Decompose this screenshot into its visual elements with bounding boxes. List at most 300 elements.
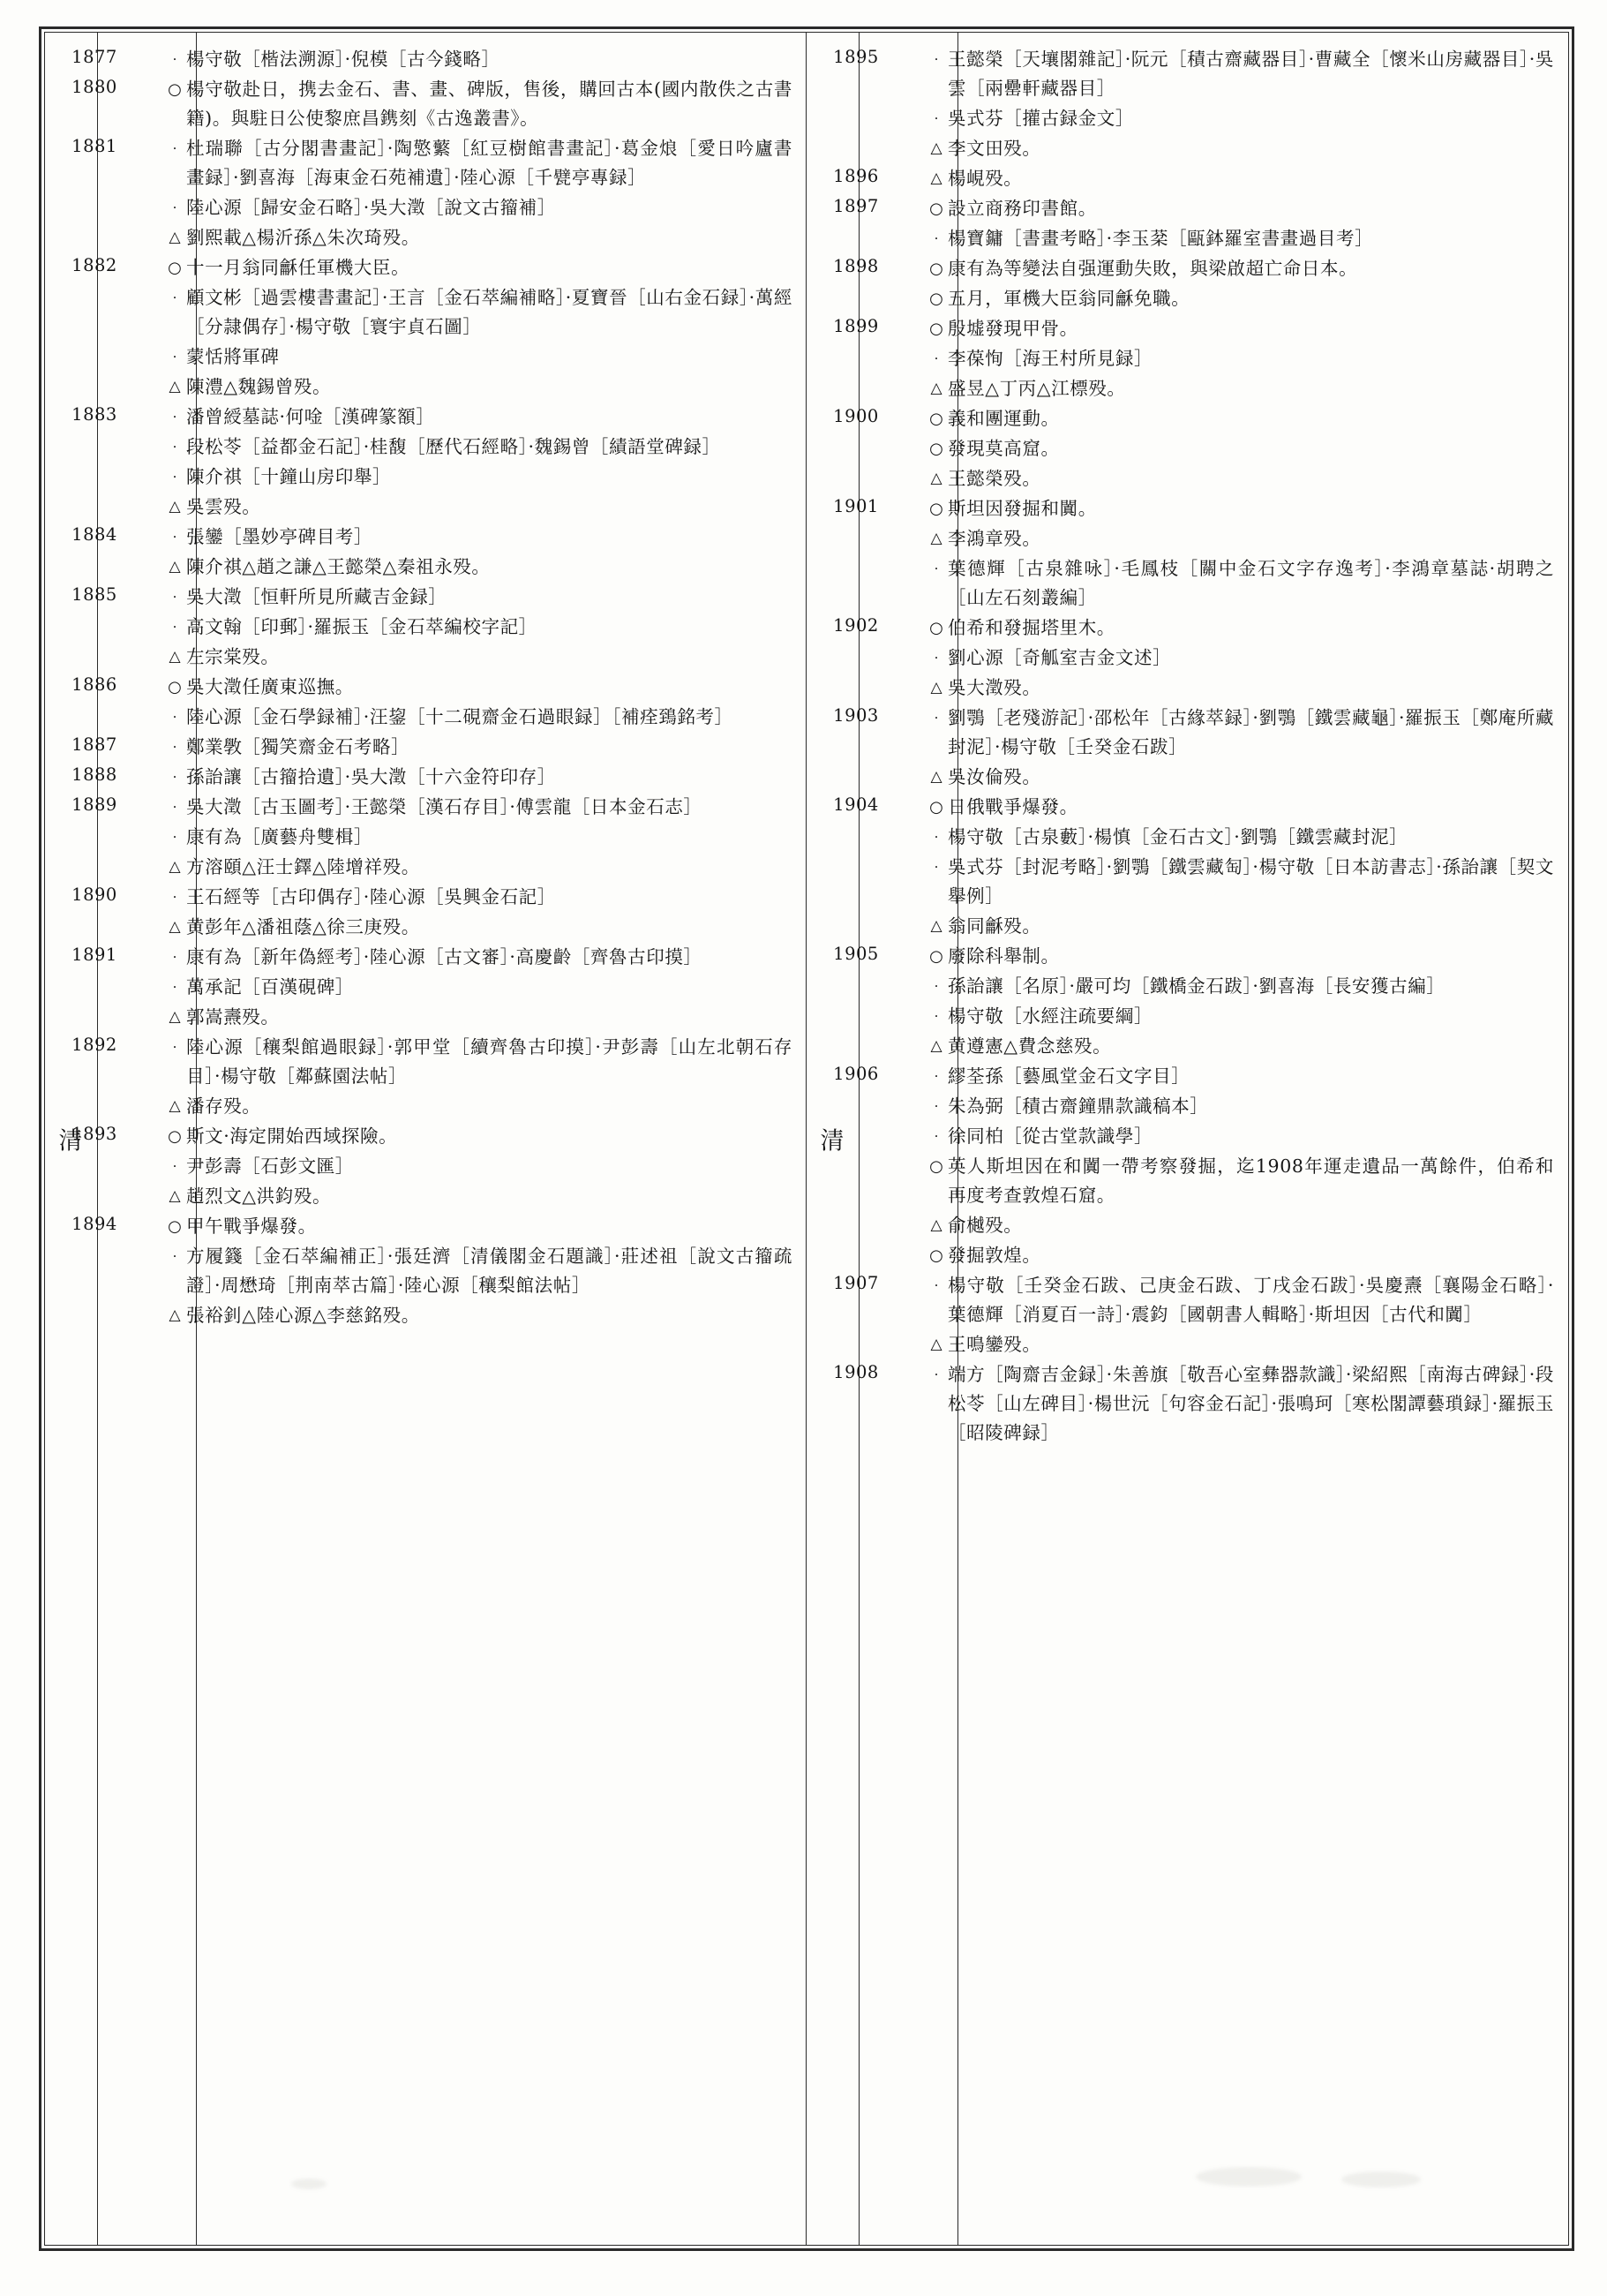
entry-text: 劉鶚［老殘游記］·邵松年［古緣萃録］·劉鶚［鐵雲藏龜］·羅振玉［鄭庵所藏封泥］·楊守敬［壬癸金石跋］ (948, 707, 1554, 757)
table-row (807, 1062, 1568, 1271)
year-cell: 1888 (71, 764, 117, 785)
bullet-dot-icon: · (934, 650, 939, 666)
table-row (807, 793, 1568, 942)
bullet-dot-icon: · (934, 350, 939, 366)
year-cell: 1885 (71, 584, 117, 605)
entries-cell (905, 45, 1568, 164)
table-row (45, 523, 807, 583)
entries-cell (905, 1271, 1568, 1360)
list-item (163, 403, 792, 432)
list-item (163, 733, 792, 762)
list-item (925, 254, 1554, 283)
year-cell: 1900 (833, 406, 879, 426)
entry-text: 萬承記［百漢硯碑］ (186, 976, 354, 997)
list-item (925, 45, 1554, 103)
entries-cell (905, 942, 1568, 1062)
bullet-circle-icon: ○ (929, 1246, 943, 1265)
table-row (807, 704, 1568, 793)
bullet-triangle-icon: △ (930, 530, 942, 547)
bullet-dot-icon: · (934, 561, 939, 576)
entry-text: 潘曾綬墓誌·何唫［漢碑篆額］ (186, 406, 435, 427)
list-item (163, 853, 792, 882)
year-cell: 1883 (71, 404, 117, 425)
entry-text: 伯希和發掘塔里木。 (948, 617, 1115, 638)
table-row (45, 1212, 807, 1331)
list-item (163, 1003, 792, 1032)
bullet-triangle-icon: △ (169, 858, 181, 876)
entry-text: 楊守敬［古泉藪］·楊慎［金石古文］·劉鶚［鐵雲藏封泥］ (948, 826, 1408, 847)
list-item (925, 344, 1554, 373)
list-item (925, 614, 1554, 643)
list-item (163, 703, 792, 732)
entry-text: 郭嵩燾殁。 (186, 1006, 280, 1028)
entry-text: 王懿榮殁。 (948, 468, 1041, 489)
bullet-triangle-icon: △ (930, 1216, 942, 1234)
year-cell: 1886 (71, 674, 117, 695)
list-item (163, 223, 792, 252)
entry-text: 楊寶鏞［書畫考略］·李玉棻［甌鉢羅室書畫過目考］ (948, 228, 1374, 249)
bullet-triangle-icon: △ (169, 1008, 181, 1026)
entries-cell (905, 194, 1568, 254)
table-row (45, 134, 807, 253)
list-item (925, 404, 1554, 433)
year-cell: 1906 (833, 1064, 879, 1084)
bullet-triangle-icon: △ (930, 768, 942, 786)
list-item (925, 1062, 1554, 1091)
entry-text: 繆荃孫［藝風堂金石文字目］ (948, 1065, 1190, 1087)
entry-text: 朱為弼［積古齋鐘鼎款識稿本］ (948, 1095, 1209, 1117)
table-row (807, 1271, 1568, 1360)
table-row (45, 45, 807, 75)
table-row (45, 75, 807, 134)
scan-smudge (1196, 2167, 1302, 2187)
list-item (925, 224, 1554, 253)
table-row (45, 883, 807, 943)
bullet-dot-icon: · (172, 829, 177, 845)
year-cell: 1908 (833, 1362, 879, 1382)
entry-text: 義和團運動。 (948, 408, 1060, 429)
entry-text: 段松苓［益都金石記］·桂馥［歷代石經略］·魏錫曾［績語堂碑録］ (186, 436, 721, 457)
list-item (163, 1122, 792, 1151)
entries-cell (144, 583, 807, 673)
year-cell: 1903 (833, 705, 879, 726)
entry-text: 吳式芬［㩲古録金文］ (948, 108, 1134, 129)
entry-text: 廢除科舉制。 (948, 945, 1060, 967)
bullet-triangle-icon: △ (930, 470, 942, 487)
bullet-dot-icon: · (934, 1098, 939, 1114)
entries-cell (144, 253, 807, 403)
list-item (925, 674, 1554, 703)
list-item (163, 1242, 792, 1300)
entry-text: 黄遵憲△費念慈殁。 (948, 1035, 1112, 1057)
entry-text: 王石經等［古印偶存］·陸心源［吳興金石記］ (186, 886, 556, 907)
list-item (163, 283, 792, 342)
entry-text: 楊守敬［楷法溯源］·倪模［古今錢略］ (186, 49, 500, 70)
table-half-right (807, 33, 1568, 2245)
bullet-dot-icon: · (934, 1128, 939, 1144)
list-item (163, 793, 792, 822)
bullet-triangle-icon: △ (169, 378, 181, 395)
list-item (163, 1092, 792, 1121)
entries-cell (144, 45, 807, 75)
entry-text: 張鑾［墨妙亭碑目考］ (186, 526, 372, 547)
list-item (925, 1211, 1554, 1240)
list-item (925, 374, 1554, 403)
list-item (163, 973, 792, 1002)
entries-cell (144, 673, 807, 733)
rows-left (45, 33, 807, 1331)
chronology-table (45, 33, 1568, 2245)
entry-text: 楊守敬赴日，携去金石、書、畫、碑版，售後，購回古本(國内散佚之古書籍)。與駐日公使黎庶昌鎸刻《古逸叢書》。 (186, 79, 792, 129)
entries-cell (905, 164, 1568, 194)
entries-cell (905, 1062, 1568, 1271)
list-item (925, 1330, 1554, 1359)
entries-cell (144, 523, 807, 583)
bullet-circle-icon: ○ (929, 500, 943, 518)
table-row (807, 164, 1568, 194)
year-cell: 1901 (833, 496, 879, 516)
bullet-dot-icon: · (172, 51, 177, 67)
bullet-dot-icon: · (172, 409, 177, 425)
entry-text: 劉熙載△楊沂孫△朱次琦殁。 (186, 227, 420, 248)
list-item (163, 343, 792, 372)
entry-text: 尹彭壽［石彭文匯］ (186, 1156, 354, 1177)
bullet-dot-icon: · (934, 1008, 939, 1024)
entry-text: 鄭業斆［獨笑齋金石考略］ (186, 736, 410, 757)
entries-cell (905, 793, 1568, 942)
entry-text: 吳式芬［封泥考略］·劉鶚［鐵雲藏匋］·楊守敬［日本訪書志］·孫詒讓［契文舉例］ (948, 856, 1554, 907)
list-item (925, 853, 1554, 911)
bullet-dot-icon: · (172, 439, 177, 455)
list-item (925, 1241, 1554, 1270)
bullet-triangle-icon: △ (169, 558, 181, 576)
year-cell: 1893 (71, 1124, 117, 1144)
list-item (925, 1092, 1554, 1121)
entry-text: 楊守敬［壬癸金石跋、己庚金石跋、丁戌金石跋］·吳慶燾［襄陽金石略］·葉德輝［消夏百一詩］·震鈞［國朝書人輯略］·斯坦因［古代和闐］ (948, 1275, 1554, 1325)
entry-text: 徐同柏［從古堂款識學］ (948, 1125, 1153, 1147)
list-item (925, 1032, 1554, 1061)
year-cell: 1892 (71, 1035, 117, 1055)
bullet-dot-icon: · (172, 469, 177, 485)
bullet-triangle-icon: △ (169, 1306, 181, 1324)
bullet-dot-icon: · (172, 799, 177, 815)
entry-text: 吳大澂任廣東巡撫。 (186, 676, 354, 697)
bullet-triangle-icon: △ (930, 917, 942, 935)
list-item (925, 763, 1554, 792)
list-item (925, 554, 1554, 613)
entry-text: 李文田殁。 (948, 138, 1041, 159)
list-item (925, 314, 1554, 343)
list-item (163, 433, 792, 462)
year-cell: 1907 (833, 1273, 879, 1293)
bullet-dot-icon: · (934, 859, 939, 875)
entry-text: 甲午戰爭爆發。 (186, 1216, 317, 1237)
entry-text: 王鳴鑾殁。 (948, 1334, 1041, 1355)
table-row (45, 1122, 807, 1212)
entries-cell (905, 1360, 1568, 1449)
year-cell: 1890 (71, 885, 117, 905)
list-item (163, 193, 792, 222)
year-cell: 1896 (833, 166, 879, 186)
list-item (163, 763, 792, 792)
entry-text: 斯坦因發掘和闐。 (948, 498, 1097, 519)
list-item (163, 463, 792, 492)
entry-text: 劉心源［奇觚室吉金文述］ (948, 647, 1172, 668)
bullet-dot-icon: · (934, 978, 939, 994)
table-row (45, 253, 807, 403)
list-item (925, 1152, 1554, 1210)
bullet-circle-icon: ○ (929, 440, 943, 458)
table-row (807, 1360, 1568, 1449)
table-row (45, 1033, 807, 1122)
list-item (925, 972, 1554, 1001)
bullet-triangle-icon: △ (930, 1336, 942, 1353)
list-item (925, 942, 1554, 971)
bullet-triangle-icon: △ (169, 498, 181, 516)
entries-cell (144, 1033, 807, 1122)
bullet-dot-icon: · (934, 1366, 939, 1382)
bullet-dot-icon: · (172, 979, 177, 995)
entry-text: 十一月翁同龢任軍機大臣。 (186, 257, 410, 278)
list-item (925, 524, 1554, 553)
list-item (163, 253, 792, 282)
bullet-circle-icon: ○ (929, 410, 943, 428)
list-item (163, 373, 792, 402)
entries-cell (905, 314, 1568, 404)
entry-text: 陸心源［穰梨館過眼録］·郭甲堂［續齊魯古印摸］·尹彭壽［山左北朝石存目］·楊守敬［鄰蘇園法帖］ (186, 1036, 792, 1087)
entry-text: 端方［陶齋吉金録］·朱善旗［敬吾心室彝器款識］·梁紹熙［南海古碑録］·段松苓［山左碑目］·楊世沅［句容金石記］·張鳴珂［寒松閣譚藝瑣録］·羅振玉［昭陵碑録］ (948, 1364, 1554, 1443)
scan-smudge (291, 2179, 327, 2189)
table-row (807, 494, 1568, 614)
entry-text: 康有為等變法自强運動失敗，與梁啟超亡命日本。 (948, 258, 1358, 279)
entry-text: 盛昱△丁丙△江標殁。 (948, 378, 1126, 399)
table-row (807, 942, 1568, 1062)
entry-text: 孫詒讓［古籀拾遺］·吳大澂［十六金符印存］ (186, 766, 556, 787)
bullet-dot-icon: · (934, 710, 939, 726)
rows-right (807, 33, 1568, 1449)
table-row (807, 45, 1568, 164)
bullet-circle-icon: ○ (168, 259, 182, 277)
list-item (163, 1152, 792, 1181)
list-item (163, 45, 792, 74)
table-row (45, 583, 807, 673)
list-item (163, 883, 792, 912)
entries-cell (144, 134, 807, 253)
bullet-dot-icon: · (934, 1068, 939, 1084)
bullet-triangle-icon: △ (169, 918, 181, 936)
list-item (925, 1360, 1554, 1448)
entry-text: 楊峴殁。 (948, 168, 1023, 189)
bullet-circle-icon: ○ (929, 947, 943, 966)
list-item (925, 1002, 1554, 1031)
list-item (163, 913, 792, 942)
entry-text: 吳雲殁。 (186, 496, 261, 517)
list-item (163, 523, 792, 552)
table-half-left (45, 33, 807, 2245)
bullet-triangle-icon: △ (169, 1097, 181, 1115)
bullet-triangle-icon: △ (169, 648, 181, 666)
bullet-dot-icon: · (172, 619, 177, 635)
list-item (163, 583, 792, 612)
bullet-dot-icon: · (172, 349, 177, 365)
entry-text: 黄彭年△潘祖蔭△徐三庚殁。 (186, 916, 420, 937)
bullet-dot-icon: · (934, 1277, 939, 1293)
bullet-dot-icon: · (934, 230, 939, 246)
year-cell: 1882 (71, 255, 117, 275)
entries-cell (144, 793, 807, 883)
year-cell: 1880 (71, 77, 117, 97)
entry-text: 孫詒讓［名原］·嚴可均［鐵橋金石跋］·劉喜海［長安獲古編］ (948, 975, 1446, 997)
entry-text: 五月，軍機大臣翁同龢免職。 (948, 288, 1190, 309)
bullet-triangle-icon: △ (169, 1187, 181, 1205)
list-item (163, 493, 792, 522)
entry-text: 左宗棠殁。 (186, 646, 280, 667)
entry-text: 趙烈文△洪鈞殁。 (186, 1186, 332, 1207)
entry-text: 翁同龢殁。 (948, 915, 1041, 937)
entry-text: 張裕釗△陸心源△李慈銘殁。 (186, 1305, 420, 1326)
list-item (925, 164, 1554, 193)
entries-cell (144, 943, 807, 1033)
table-row (807, 254, 1568, 314)
entries-cell (144, 403, 807, 523)
year-cell: 1877 (71, 47, 117, 67)
entries-cell (905, 614, 1568, 704)
bullet-triangle-icon: △ (169, 229, 181, 246)
list-item (925, 494, 1554, 523)
table-row (45, 763, 807, 793)
entries-cell (144, 1122, 807, 1212)
list-item (925, 1122, 1554, 1151)
bullet-triangle-icon: △ (930, 679, 942, 696)
list-item (163, 1212, 792, 1241)
year-cell: 1891 (71, 945, 117, 965)
list-item (163, 643, 792, 672)
list-item (925, 284, 1554, 313)
entry-text: 吳大澂［古玉圖考］·王懿榮［漢石存目］·傅雲龍［日本金石志］ (186, 796, 702, 817)
entry-text: 康有為［廣藝舟雙楫］ (186, 826, 372, 847)
entries-cell (144, 763, 807, 793)
entry-text: 設立商務印書館。 (948, 198, 1097, 219)
year-cell: 1881 (71, 136, 117, 156)
bullet-circle-icon: ○ (168, 1217, 182, 1236)
bullet-dot-icon: · (172, 709, 177, 725)
table-row (807, 404, 1568, 494)
table-row (45, 793, 807, 883)
bullet-triangle-icon: △ (930, 1037, 942, 1055)
bullet-circle-icon: ○ (168, 678, 182, 696)
year-cell: 1897 (833, 196, 879, 216)
list-item (925, 793, 1554, 822)
entry-text: 王懿榮［天壤閣雜記］·阮元［積古齋藏器目］·曹藏全［懷米山房藏器目］·吳雲［兩罍軒藏器目］ (948, 49, 1554, 99)
list-item (925, 1271, 1554, 1329)
bullet-dot-icon: · (934, 110, 939, 126)
entry-text: 發掘敦煌。 (948, 1245, 1041, 1266)
bullet-triangle-icon: △ (930, 169, 942, 187)
entry-text: 發現莫高窟。 (948, 438, 1060, 459)
bullet-circle-icon: ○ (929, 320, 943, 338)
entry-text: 高文翰［印郵］·羅振玉［金石萃編校字記］ (186, 616, 537, 637)
entry-text: 陸心源［金石學録補］·汪鋆［十二硯齋金石過眼録］［補痊鵄銘考］ (186, 706, 733, 727)
list-item (163, 673, 792, 702)
bullet-dot-icon: · (934, 51, 939, 67)
bullet-circle-icon: ○ (929, 1157, 943, 1176)
table-row (45, 403, 807, 523)
entry-text: 斯文·海定開始西域探險。 (186, 1125, 398, 1147)
list-item (163, 75, 792, 133)
entry-text: 方履籛［金石萃編補正］·張廷濟［清儀閣金石題識］·莊述祖［說文古籀疏證］·周懋琦［荆南萃古篇］·陸心源［穰梨館法帖］ (186, 1246, 792, 1296)
year-cell: 1904 (833, 794, 879, 815)
bullet-triangle-icon: △ (930, 139, 942, 157)
entry-text: 日俄戰爭爆發。 (948, 796, 1078, 817)
list-item (925, 434, 1554, 463)
entry-text: 俞樾殁。 (948, 1215, 1023, 1236)
entry-text: 李鴻章殁。 (948, 528, 1041, 549)
bullet-dot-icon: · (172, 739, 177, 755)
bullet-dot-icon: · (172, 1158, 177, 1174)
list-item (925, 464, 1554, 493)
table-row (807, 314, 1568, 404)
entries-cell (905, 404, 1568, 494)
bullet-circle-icon: ○ (929, 199, 943, 218)
bullet-circle-icon: ○ (929, 798, 943, 817)
entries-cell (144, 75, 807, 134)
bullet-dot-icon: · (172, 529, 177, 545)
bullet-circle-icon: ○ (929, 290, 943, 308)
bullet-dot-icon: · (172, 769, 177, 785)
entry-text: 顧文彬［過雲樓書畫記］·王言［金石萃編補略］·夏寶晉［山右金石録］·萬經［分隷偶存］·楊守敬［寰宇貞石圖］ (186, 287, 792, 337)
year-cell: 1898 (833, 256, 879, 276)
list-item (925, 104, 1554, 133)
bullet-circle-icon: ○ (929, 619, 943, 637)
bullet-dot-icon: · (172, 949, 177, 965)
table-row (45, 673, 807, 733)
list-item (925, 912, 1554, 941)
list-item (163, 1301, 792, 1330)
dynasty-label: 清 (58, 1127, 84, 1156)
list-item (163, 943, 792, 972)
year-cell: 1899 (833, 316, 879, 336)
entry-text: 方溶頤△汪士鐸△陸增祥殁。 (186, 856, 420, 877)
entry-text: 吳大澂［恒軒所見所藏吉金録］ (186, 586, 447, 607)
entry-text: 吳大澂殁。 (948, 677, 1041, 698)
bullet-dot-icon: · (172, 199, 177, 215)
year-cell: 1895 (833, 47, 879, 67)
entry-text: 康有為［新年偽經考］·陸心源［古文審］·高慶齡［齊魯古印摸］ (186, 946, 702, 967)
list-item (925, 704, 1554, 762)
list-item (925, 194, 1554, 223)
year-cell: 1887 (71, 734, 117, 755)
bullet-dot-icon: · (934, 829, 939, 845)
entry-text: 蒙恬將軍碑 (186, 346, 280, 367)
bullet-dot-icon: · (172, 1039, 177, 1055)
entries-cell (905, 704, 1568, 793)
entry-text: 陸心源［歸安金石略］·吳大澂［說文古籀補］ (186, 197, 556, 218)
entry-text: 李葆恂［海王村所見録］ (948, 348, 1153, 369)
entry-text: 陳介祺［十鐘山房印舉］ (186, 466, 392, 487)
list-item (163, 1033, 792, 1091)
bullet-circle-icon: ○ (168, 1127, 182, 1146)
entry-text: 陳澧△魏錫曾殁。 (186, 376, 332, 397)
list-item (925, 823, 1554, 852)
bullet-dot-icon: · (172, 140, 177, 156)
year-cell: 1902 (833, 615, 879, 636)
bullet-circle-icon: ○ (168, 80, 182, 99)
list-item (163, 553, 792, 582)
entry-text: 楊守敬［水經注疏要綱］ (948, 1005, 1153, 1027)
entry-text: 英人斯坦因在和闐一帶考察發掘，迄1908年運走遺品一萬餘件，伯希和再度考查敦煌石窟。 (948, 1156, 1554, 1206)
year-cell: 1884 (71, 524, 117, 545)
list-item (163, 823, 792, 852)
